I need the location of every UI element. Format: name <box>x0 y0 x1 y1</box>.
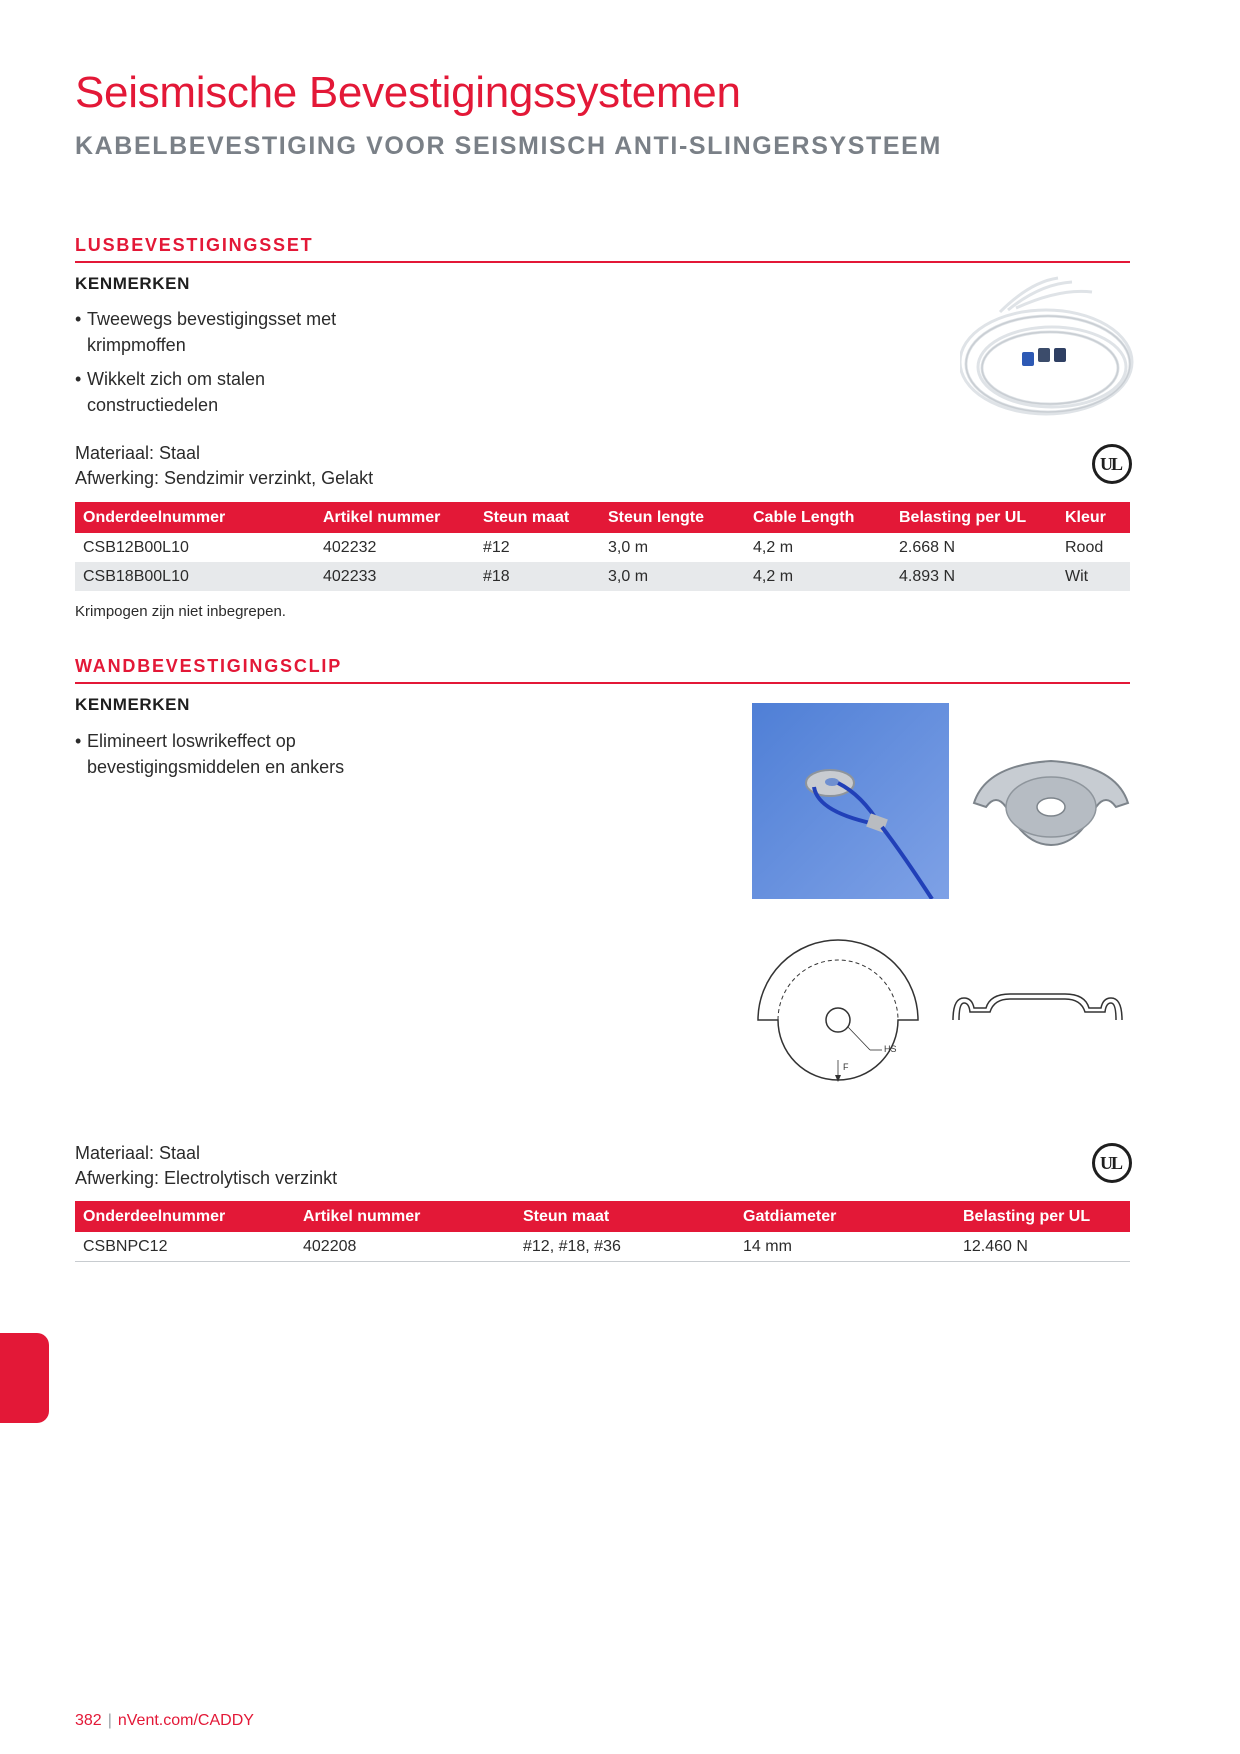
table-cell: 402232 <box>323 538 377 556</box>
ul-listed-icon: UL <box>1092 444 1132 484</box>
feature-bullet: • Wikkelt zich om stalen constructiedelen <box>75 369 266 415</box>
drawing-label-hs: HS <box>884 1044 897 1054</box>
feature-bullet: • Elimineert loswrikeffect op bevestigingsmiddelen en ankers <box>75 731 345 777</box>
column-header: Steun lengte <box>600 502 745 533</box>
clip-installed-photo <box>752 703 949 899</box>
clip-product-photo <box>966 745 1136 857</box>
page-title: Seismische Bevestigingssystemen <box>75 68 741 117</box>
table-row <box>75 562 1130 591</box>
table-cell: #12 <box>483 538 510 556</box>
column-header: Belasting per UL <box>891 502 1057 533</box>
material-text: Materiaal: Staal <box>75 1143 201 1163</box>
cable-kit-image <box>960 272 1138 422</box>
table-cell: #18 <box>475 562 600 591</box>
material-text: Materiaal: Staal <box>75 443 201 463</box>
column-header: Artikel nummer <box>315 502 475 533</box>
table-row <box>75 1232 1130 1262</box>
column-header: Cable Length <box>745 502 891 533</box>
section-heading-wandbevestigingsclip: WANDBEVESTIGINGSCLIP <box>75 656 343 676</box>
table-cell: #12, #18, #36 <box>515 1232 735 1262</box>
column-header: Steun maat <box>515 1201 735 1232</box>
column-header: Onderdeelnummer <box>75 1201 295 1232</box>
ul-listed-icon: UL <box>1092 1143 1132 1183</box>
page-number: 382 <box>75 1712 102 1729</box>
table-row <box>75 533 1130 562</box>
table-cell: 402208 <box>295 1232 515 1262</box>
column-header: Artikel nummer <box>295 1201 515 1232</box>
finish-text: Afwerking: Electrolytisch verzinkt <box>75 1168 338 1188</box>
table-cell: 12.460 N <box>955 1232 1130 1262</box>
column-header: Belasting per UL <box>955 1201 1130 1232</box>
chapter-tab <box>0 1333 49 1423</box>
table-cell: CSB12B00L10 <box>83 538 189 556</box>
feature-bullet: • Tweewegs bevestigingsset met krimpmoffen <box>75 309 337 355</box>
table-cell: Rood <box>1065 538 1104 556</box>
table-cell: 402233 <box>315 562 475 591</box>
table-cell: 4,2 m <box>745 562 891 591</box>
table-cell: 4.893 N <box>891 562 1057 591</box>
clip-front-drawing <box>752 925 922 1085</box>
section-heading-lusbevestigingsset: LUSBEVESTIGINGSSET <box>75 235 314 255</box>
page-footer: 382 | nVent.com/CADDY <box>75 1712 254 1729</box>
table-cell: 4,2 m <box>753 538 794 556</box>
section-divider <box>75 682 1130 684</box>
features-heading: KENMERKEN <box>75 695 190 714</box>
page-subtitle: KABELBEVESTIGING VOOR SEISMISCH ANTI-SLINGERSYSTEEM <box>75 132 942 160</box>
table-cell: 3,0 m <box>608 538 649 556</box>
table-note: Krimpogen zijn niet inbegrepen. <box>75 603 286 620</box>
column-header: Onderdeelnummer <box>75 502 315 533</box>
table-cell: 2.668 N <box>899 538 956 556</box>
table-cell: Wit <box>1057 562 1130 591</box>
table-header-row <box>75 502 1130 533</box>
column-header: Kleur <box>1057 502 1130 533</box>
table-cell: 3,0 m <box>600 562 745 591</box>
section-divider <box>75 261 1130 263</box>
column-header: Gatdiameter <box>735 1201 955 1232</box>
finish-text: Afwerking: Sendzimir verzinkt, Gelakt <box>75 468 374 488</box>
drawing-label-f: F <box>843 1062 849 1072</box>
product-table-lusbevestigingsset <box>75 502 1130 591</box>
table-cell: 14 mm <box>735 1232 955 1262</box>
table-header-row <box>75 1201 1130 1232</box>
table-cell: CSBNPC12 <box>75 1232 295 1262</box>
table-cell: CSB18B00L10 <box>75 562 315 591</box>
features-heading: KENMERKEN <box>75 274 190 293</box>
product-table-wandbevestigingsclip <box>75 1201 1130 1262</box>
clip-side-drawing <box>950 990 1125 1026</box>
column-header: Steun maat <box>475 502 600 533</box>
website-link[interactable]: nVent.com/CADDY <box>117 1712 254 1729</box>
